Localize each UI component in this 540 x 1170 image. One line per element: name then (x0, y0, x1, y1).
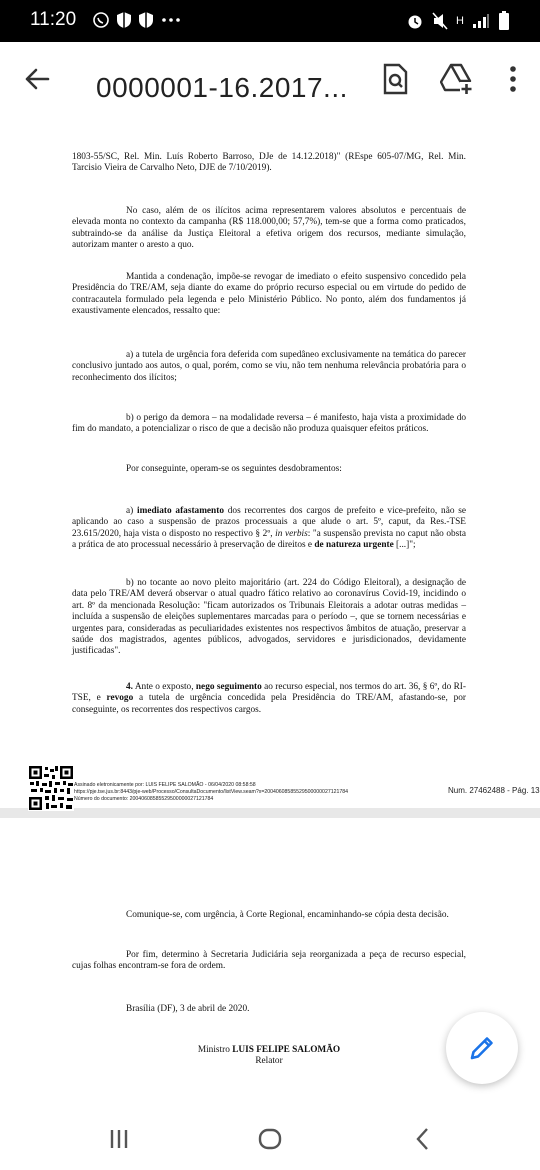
text-run: ao recurso especial, nos termos do art. 36, § 6º, do RI-TSE, e (72, 682, 466, 704)
paragraph: Por conseguinte, operam-se os seguintes desdobramentos: (126, 464, 342, 474)
page-number: Num. 27462488 - Pág. 13 (448, 786, 540, 795)
edit-fab-button[interactable] (446, 1012, 518, 1084)
alarm-icon (406, 12, 424, 30)
more-notifications-icon (160, 11, 182, 29)
add-to-drive-icon[interactable] (440, 62, 474, 96)
text-run: dos recorrentes dos cargos de prefeito e vice-prefeito, não se aplicando ao caso a suspensão de prazos processuais a que alude o art. 5º, caput, da Res.-TSE 23.615/2020, haja vista o disposto no respectivo § 2º, (72, 506, 467, 539)
more-options-icon[interactable] (496, 62, 530, 96)
pencil-icon (468, 1034, 496, 1062)
paragraph: Comunique-se, com urgência, à Corte Regional, encaminhando-se cópia desta decisão. (126, 910, 449, 920)
bold-text: imediato afastamento (137, 506, 224, 516)
back-arrow-icon[interactable] (22, 64, 52, 94)
signer-name-line (72, 1045, 466, 1056)
signer-name: LUIS FELIPE SALOMÃO (232, 1045, 341, 1055)
signature-block (72, 1045, 466, 1068)
shield-icon (138, 11, 154, 29)
text-run: [...]"; (393, 540, 416, 551)
paragraph: b) o perigo da demora – na modalidade reversa – é manifesto, haja vista a proximidade do fim do mandato, a potencializar o risco de que a decisão não produza quaisquer efeitos práticos. (72, 413, 466, 435)
whatsapp-icon (92, 11, 110, 29)
system-navigation-bar (0, 1106, 540, 1170)
paragraph: Brasília (DF), 3 de abril de 2020. (126, 1004, 250, 1014)
paragraph: b) no tocante ao novo pleito majoritário (art. 224 do Código Eleitoral), a designação de data pelo TRE/AM deverá observar o atual quadro fático relativo ao coronavírus Covid-19, incidindo o art. 8º da mencionada Resolução: "ficam autorizados os Tribunais Eleitorais a adotar outras medidas – incluída a suspensão de eleições suplementares marcadas para o período –, que se tornem necessárias e urgentes para, consideradas as peculiaridades existentes nos respectivos âmbitos de atuação, preservar a saúde dos magistrados, agentes públicos, advogados, servidores e jurisdicionados, devidamente justificadas". (72, 578, 466, 657)
signal-icon (472, 13, 490, 29)
bold-text: nego seguimento (195, 682, 262, 692)
signature-line: Assinado eletronicamente por: LUIS FELIPE SALOMÃO - 06/04/2020 08:58:58 (74, 782, 256, 788)
app-bar (0, 42, 540, 138)
document-page (0, 138, 540, 808)
mute-icon (432, 12, 448, 30)
status-time: 11:20 (30, 9, 77, 30)
paragraph (72, 506, 466, 552)
status-bar (0, 0, 540, 42)
bold-text: de natureza urgente (314, 540, 394, 551)
paragraph: Mantida a condenação, impõe-se revogar de imediato o efeito suspensivo concedido pela Presidência do TRE/AM, seja diante do exame do próprio recurso especial ou em virtude do pedido de contracautela formulado pela legenda e pelo Ministério Público. No ponto, além dos fundamentos já exaustivamente elencados, ressalto que: (72, 272, 466, 317)
recent-apps-icon[interactable] (104, 1124, 134, 1154)
document-number: Número do documento: 20040608585529500000027121784 (74, 796, 214, 802)
paragraph (72, 682, 466, 716)
paragraph: a) a tutela de urgência fora deferida com supedâneo exclusivamente na temática do parecer conclusivo juntado aos autos, o qual, porém, como se viu, não tem nenhuma relevância probatória para o reconhecimento dos ilícitos; (72, 350, 466, 383)
status-system-icons (406, 11, 510, 31)
shield-icon (116, 11, 132, 29)
document-title: 0000001-16.2017... (96, 72, 348, 103)
italic-text: in verbis (275, 528, 308, 539)
paragraph: No caso, além de os ilícitos acima representarem valores absolutos e percentuais de elevada monta no contexto da campanha (R$ 118.000,00; 57,7%), tem-se que a forma como praticados, subtraindo-se da análise da Justiça Eleitoral a efetiva origem dos recursos, mediante simulação, autorizam manter o aresto a quo. (72, 206, 466, 251)
find-in-document-icon[interactable] (378, 62, 412, 96)
signature-footer (74, 782, 348, 803)
signer-prefix: Ministro (197, 1045, 233, 1055)
bold-text: 4. (126, 682, 133, 692)
paragraph: 1803-55/SC, Rel. Min. Luís Roberto Barroso, DJe de 14.12.2018)" (REspe 605-07/MG, Rel. Min. Tarcisio Vieira de Carvalho Neto, DJE de 7/10/2019). (72, 152, 466, 174)
qr-code-icon (28, 765, 74, 811)
text-run: : "a suspensão prevista no caput não obsta a prática de ato processual necessário à preservação de direitos e (72, 528, 466, 551)
network-type-label: H (456, 15, 464, 27)
text-run: a) (126, 506, 138, 516)
bold-text: revogo (106, 693, 134, 704)
text-run: a tutela de urgência concedida pela Presidência do TRE/AM, afastando-se, por conseguinte, os recorrentes dos respectivos cargos. (72, 693, 466, 715)
paragraph: Por fim, determino à Secretaria Judiciária seja reorganizada a peça de recurso especial, cujas folhas encontram-se fora de ordem. (72, 950, 466, 972)
text-run: Ante o exposto, (132, 682, 196, 692)
home-icon[interactable] (255, 1124, 285, 1154)
back-nav-icon[interactable] (408, 1124, 438, 1154)
battery-icon (498, 11, 510, 31)
signer-role: Relator (255, 1056, 283, 1067)
signature-url: https://pje.tse.jus.br:8443/pje-web/Processo/ConsultaDocumento/listView.seam?x=20040608585529500000027121784 (74, 789, 349, 795)
status-notification-icons (92, 11, 182, 29)
